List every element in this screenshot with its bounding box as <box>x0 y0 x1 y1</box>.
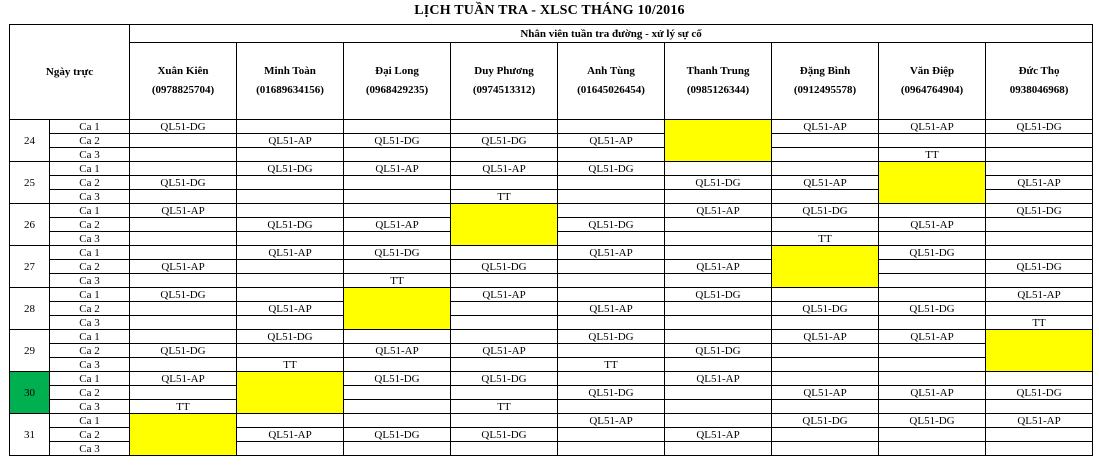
shift-label: Ca 1 <box>50 414 130 428</box>
shift-label: Ca 2 <box>50 134 130 148</box>
assignment-cell <box>665 274 772 288</box>
assignment-cell <box>130 190 237 204</box>
staff-header-5 <box>665 43 772 120</box>
assignment-cell <box>451 120 558 134</box>
schedule-row <box>10 134 1093 148</box>
assignment-cell <box>986 372 1093 386</box>
staff-name: Đại Long <box>375 65 419 77</box>
assignment-cell: QL51-DG <box>986 204 1093 218</box>
shift-label: Ca 3 <box>50 232 130 246</box>
assignment-cell <box>451 302 558 316</box>
shift-label: Ca 3 <box>50 274 130 288</box>
assignment-cell <box>879 204 986 218</box>
assignment-cell <box>130 246 237 260</box>
staff-phone: (0964764904) <box>900 84 964 96</box>
assignment-cell <box>665 386 772 400</box>
assignment-cell: QL51-AP <box>237 246 344 260</box>
staff-group-header: Nhân viên tuần tra đường - xử lý sự cố <box>130 25 1093 43</box>
assignment-cell <box>558 148 665 162</box>
assignment-cell <box>986 246 1093 260</box>
assignment-cell <box>558 274 665 288</box>
assignment-cell <box>772 316 879 330</box>
staff-phone: (0974513312) <box>472 84 536 96</box>
staff-name: Anh Tùng <box>587 65 635 77</box>
shift-label: Ca 1 <box>50 246 130 260</box>
assignment-cell <box>451 330 558 344</box>
assignment-cell <box>986 274 1093 288</box>
assignment-cell <box>879 134 986 148</box>
assignment-cell: QL51-DG <box>451 260 558 274</box>
shift-label: Ca 2 <box>50 386 130 400</box>
assignment-cell <box>237 190 344 204</box>
assignment-cell <box>451 274 558 288</box>
assignment-cell: QL51-DG <box>558 218 665 232</box>
assignment-cell <box>130 134 237 148</box>
assignment-cell <box>237 120 344 134</box>
assignment-cell: QL51-DG <box>130 120 237 134</box>
staff-name: Minh Toàn <box>264 65 316 77</box>
assignment-cell <box>237 414 344 428</box>
assignment-cell: QL51-DG <box>237 162 344 176</box>
page-title: LỊCH TUẦN TRA - XLSC THÁNG 10/2016 <box>414 3 685 18</box>
shift-label: Ca 1 <box>50 372 130 386</box>
assignment-cell <box>986 134 1093 148</box>
schedule-row <box>10 246 1093 260</box>
assignment-cell: QL51-AP <box>344 218 451 232</box>
assignment-cell: QL51-DG <box>451 372 558 386</box>
assignment-cell <box>344 120 451 134</box>
shift-label: Ca 3 <box>50 400 130 414</box>
staff-phone: (0978825704) <box>151 84 215 96</box>
date-cell: 29 <box>10 330 50 372</box>
assignment-cell <box>237 176 344 190</box>
assignment-cell <box>451 414 558 428</box>
assignment-cell <box>986 190 1093 204</box>
date-cell: 25 <box>10 162 50 204</box>
patrol-schedule-table <box>9 24 1093 456</box>
assignment-cell: QL51-AP <box>986 414 1093 428</box>
assignment-cell <box>344 204 451 218</box>
off-day-cell <box>130 414 237 456</box>
assignment-cell <box>986 400 1093 414</box>
assignment-cell: QL51-DG <box>558 162 665 176</box>
assignment-cell <box>451 176 558 190</box>
assignment-cell: TT <box>344 274 451 288</box>
assignment-cell: QL51-AP <box>451 344 558 358</box>
assignment-cell: QL51-DG <box>879 302 986 316</box>
assignment-cell: QL51-DG <box>451 134 558 148</box>
assignment-cell: QL51-AP <box>772 176 879 190</box>
assignment-cell <box>772 442 879 456</box>
assignment-cell: QL51-AP <box>451 162 558 176</box>
assignment-cell <box>237 316 344 330</box>
assignment-cell <box>879 260 986 274</box>
schedule-row <box>10 288 1093 302</box>
assignment-cell: QL51-DG <box>772 204 879 218</box>
assignment-cell <box>665 232 772 246</box>
assignment-cell <box>130 218 237 232</box>
staff-name: Đức Thọ <box>1018 65 1060 77</box>
assignment-cell <box>772 218 879 232</box>
assignment-cell: TT <box>879 148 986 162</box>
assignment-cell: QL51-DG <box>344 428 451 442</box>
assignment-cell <box>986 232 1093 246</box>
assignment-cell <box>665 162 772 176</box>
assignment-cell: QL51-AP <box>772 120 879 134</box>
date-cell: 24 <box>10 120 50 162</box>
off-day-cell <box>772 246 879 288</box>
assignment-cell <box>772 162 879 176</box>
assignment-cell: QL51-AP <box>344 344 451 358</box>
staff-header-8 <box>986 43 1093 120</box>
assignment-cell <box>879 372 986 386</box>
assignment-cell: TT <box>451 190 558 204</box>
schedule-row <box>10 316 1093 330</box>
assignment-cell <box>986 428 1093 442</box>
schedule-row <box>10 204 1093 218</box>
staff-name: Duy Phương <box>474 65 534 77</box>
assignment-cell: QL51-DG <box>237 330 344 344</box>
staff-phone: (0968429235) <box>365 84 429 96</box>
assignment-cell <box>558 176 665 190</box>
assignment-cell <box>879 274 986 288</box>
assignment-cell <box>344 260 451 274</box>
schedule-row <box>10 302 1093 316</box>
assignment-cell: QL51-DG <box>986 260 1093 274</box>
assignment-cell: TT <box>986 316 1093 330</box>
staff-phone: (0912495578) <box>793 84 857 96</box>
assignment-cell: QL51-DG <box>772 414 879 428</box>
assignment-cell: QL51-AP <box>772 330 879 344</box>
shift-label: Ca 2 <box>50 260 130 274</box>
off-day-cell <box>451 204 558 246</box>
assignment-cell <box>772 358 879 372</box>
assignment-cell <box>558 120 665 134</box>
assignment-cell <box>237 204 344 218</box>
schedule-row <box>10 260 1093 274</box>
assignment-cell: QL51-AP <box>665 204 772 218</box>
assignment-cell: QL51-DG <box>665 288 772 302</box>
assignment-cell: QL51-AP <box>772 386 879 400</box>
schedule-row <box>10 330 1093 344</box>
assignment-cell <box>986 302 1093 316</box>
date-cell: 30 <box>10 372 50 414</box>
staff-header-3 <box>451 43 558 120</box>
duty-day-header: Ngày trực <box>10 25 130 120</box>
assignment-cell: QL51-DG <box>130 288 237 302</box>
schedule-row <box>10 372 1093 386</box>
shift-label: Ca 3 <box>50 358 130 372</box>
assignment-cell <box>130 232 237 246</box>
date-cell: 26 <box>10 204 50 246</box>
shift-label: Ca 1 <box>50 120 130 134</box>
assignment-cell: QL51-AP <box>558 302 665 316</box>
assignment-cell <box>772 344 879 358</box>
assignment-cell: QL51-DG <box>665 344 772 358</box>
off-day-cell <box>986 330 1093 372</box>
staff-header-0 <box>130 43 237 120</box>
assignment-cell: QL51-DG <box>986 386 1093 400</box>
assignment-cell <box>665 302 772 316</box>
assignment-cell: QL51-DG <box>344 134 451 148</box>
header-row-staff <box>10 43 1093 120</box>
shift-label: Ca 2 <box>50 302 130 316</box>
assignment-cell <box>665 414 772 428</box>
assignment-cell <box>344 330 451 344</box>
staff-name: Xuân Kiên <box>157 65 209 77</box>
assignment-cell: QL51-AP <box>130 204 237 218</box>
assignment-cell <box>344 232 451 246</box>
assignment-cell <box>665 442 772 456</box>
staff-phone: (01689634156) <box>256 84 324 96</box>
assignment-cell <box>558 316 665 330</box>
assignment-cell <box>879 316 986 330</box>
shift-label: Ca 3 <box>50 442 130 456</box>
assignment-cell: QL51-AP <box>665 372 772 386</box>
assignment-cell <box>451 358 558 372</box>
off-day-cell <box>879 162 986 204</box>
assignment-cell <box>665 400 772 414</box>
assignment-cell <box>451 246 558 260</box>
staff-header-1 <box>237 43 344 120</box>
off-day-cell <box>237 372 344 414</box>
schedule-row <box>10 414 1093 428</box>
assignment-cell <box>986 442 1093 456</box>
assignment-cell <box>879 288 986 302</box>
assignment-cell <box>772 372 879 386</box>
assignment-cell <box>665 330 772 344</box>
assignment-cell <box>344 358 451 372</box>
date-cell: 28 <box>10 288 50 330</box>
assignment-cell <box>130 162 237 176</box>
assignment-cell <box>237 260 344 274</box>
staff-phone: 0938046968) <box>1009 84 1069 96</box>
staff-phone: (0985126344) <box>686 84 750 96</box>
date-cell: 27 <box>10 246 50 288</box>
assignment-cell <box>772 400 879 414</box>
assignment-cell <box>130 148 237 162</box>
assignment-cell <box>130 302 237 316</box>
assignment-cell: QL51-AP <box>665 260 772 274</box>
assignment-cell <box>879 428 986 442</box>
assignment-cell <box>879 358 986 372</box>
schedule-row <box>10 162 1093 176</box>
assignment-cell: QL51-DG <box>237 218 344 232</box>
schedule-row <box>10 274 1093 288</box>
staff-name: Thanh Trung <box>686 65 750 77</box>
assignment-cell <box>879 344 986 358</box>
assignment-cell: QL51-AP <box>879 386 986 400</box>
assignment-cell <box>772 288 879 302</box>
assignment-cell: QL51-DG <box>558 330 665 344</box>
assignment-cell <box>558 288 665 302</box>
assignment-cell: TT <box>237 358 344 372</box>
shift-label: Ca 2 <box>50 428 130 442</box>
shift-label: Ca 1 <box>50 204 130 218</box>
assignment-cell <box>558 232 665 246</box>
assignment-cell <box>558 400 665 414</box>
assignment-cell <box>237 288 344 302</box>
schedule-row <box>10 358 1093 372</box>
staff-header-7 <box>879 43 986 120</box>
off-day-cell <box>665 120 772 162</box>
assignment-cell: QL51-DG <box>451 428 558 442</box>
staff-header-2 <box>344 43 451 120</box>
assignment-cell: QL51-AP <box>665 428 772 442</box>
staff-header-4 <box>558 43 665 120</box>
assignment-cell: QL51-AP <box>558 246 665 260</box>
assignment-cell <box>344 148 451 162</box>
assignment-cell <box>344 176 451 190</box>
assignment-cell <box>986 218 1093 232</box>
assignment-cell <box>558 204 665 218</box>
assignment-cell <box>986 148 1093 162</box>
schedule-row <box>10 344 1093 358</box>
assignment-cell <box>451 316 558 330</box>
assignment-cell: QL51-AP <box>130 260 237 274</box>
assignment-cell <box>344 386 451 400</box>
shift-label: Ca 3 <box>50 148 130 162</box>
assignment-cell: QL51-AP <box>130 372 237 386</box>
assignment-cell: TT <box>451 400 558 414</box>
assignment-cell <box>772 148 879 162</box>
assignment-cell <box>130 330 237 344</box>
assignment-cell <box>451 148 558 162</box>
staff-phone: (01645026454) <box>577 84 645 96</box>
shift-label: Ca 2 <box>50 218 130 232</box>
assignment-cell: QL51-AP <box>879 330 986 344</box>
assignment-cell <box>130 358 237 372</box>
assignment-cell: QL51-DG <box>772 302 879 316</box>
off-day-cell <box>344 288 451 330</box>
assignment-cell: QL51-DG <box>344 372 451 386</box>
shift-label: Ca 1 <box>50 330 130 344</box>
assignment-cell <box>237 442 344 456</box>
assignment-cell <box>665 218 772 232</box>
assignment-cell: QL51-AP <box>986 176 1093 190</box>
assignment-cell <box>237 274 344 288</box>
assignment-cell: QL51-AP <box>879 120 986 134</box>
assignment-cell <box>558 442 665 456</box>
assignment-cell <box>237 232 344 246</box>
assignment-cell <box>879 400 986 414</box>
assignment-cell: QL51-AP <box>558 414 665 428</box>
assignment-cell <box>665 316 772 330</box>
assignment-cell <box>665 246 772 260</box>
assignment-cell <box>986 162 1093 176</box>
assignment-cell <box>879 442 986 456</box>
assignment-cell: QL51-AP <box>237 428 344 442</box>
staff-header-6 <box>772 43 879 120</box>
assignment-cell <box>130 316 237 330</box>
schedule-row <box>10 386 1093 400</box>
date-cell: 31 <box>10 414 50 456</box>
assignment-cell <box>772 134 879 148</box>
assignment-cell: QL51-AP <box>879 218 986 232</box>
assignment-cell: QL51-AP <box>237 302 344 316</box>
assignment-cell: QL51-DG <box>665 176 772 190</box>
assignment-cell <box>344 442 451 456</box>
staff-name: Đặng Bình <box>799 65 851 77</box>
assignment-cell <box>237 344 344 358</box>
assignment-cell: TT <box>558 358 665 372</box>
assignment-cell: QL51-DG <box>986 120 1093 134</box>
assignment-cell <box>130 274 237 288</box>
assignment-cell: QL51-DG <box>558 386 665 400</box>
assignment-cell <box>344 190 451 204</box>
assignment-cell <box>451 386 558 400</box>
shift-label: Ca 2 <box>50 176 130 190</box>
shift-label: Ca 1 <box>50 162 130 176</box>
assignment-cell <box>558 260 665 274</box>
assignment-cell <box>772 190 879 204</box>
assignment-cell: QL51-DG <box>130 344 237 358</box>
assignment-cell <box>344 414 451 428</box>
assignment-cell: QL51-DG <box>879 246 986 260</box>
assignment-cell <box>558 190 665 204</box>
assignment-cell: QL51-AP <box>344 162 451 176</box>
assignment-cell: QL51-DG <box>130 176 237 190</box>
assignment-cell <box>879 232 986 246</box>
assignment-cell: QL51-AP <box>451 288 558 302</box>
header-row-group <box>10 25 1093 43</box>
assignment-cell: QL51-DG <box>879 414 986 428</box>
assignment-cell <box>130 386 237 400</box>
shift-label: Ca 1 <box>50 288 130 302</box>
assignment-cell: TT <box>772 232 879 246</box>
assignment-cell <box>772 428 879 442</box>
staff-name: Văn Điệp <box>909 65 955 77</box>
assignment-cell <box>344 400 451 414</box>
assignment-cell: TT <box>130 400 237 414</box>
assignment-cell: QL51-AP <box>986 288 1093 302</box>
shift-label: Ca 3 <box>50 190 130 204</box>
assignment-cell <box>665 358 772 372</box>
assignment-cell <box>237 148 344 162</box>
assignment-cell <box>558 372 665 386</box>
assignment-cell <box>665 190 772 204</box>
shift-label: Ca 2 <box>50 344 130 358</box>
schedule-row <box>10 400 1093 414</box>
assignment-cell <box>558 344 665 358</box>
schedule-row <box>10 148 1093 162</box>
assignment-cell: QL51-AP <box>237 134 344 148</box>
assignment-cell: QL51-AP <box>558 134 665 148</box>
assignment-cell <box>558 428 665 442</box>
assignment-cell <box>451 442 558 456</box>
shift-label: Ca 3 <box>50 316 130 330</box>
schedule-row <box>10 120 1093 134</box>
assignment-cell: QL51-DG <box>344 246 451 260</box>
